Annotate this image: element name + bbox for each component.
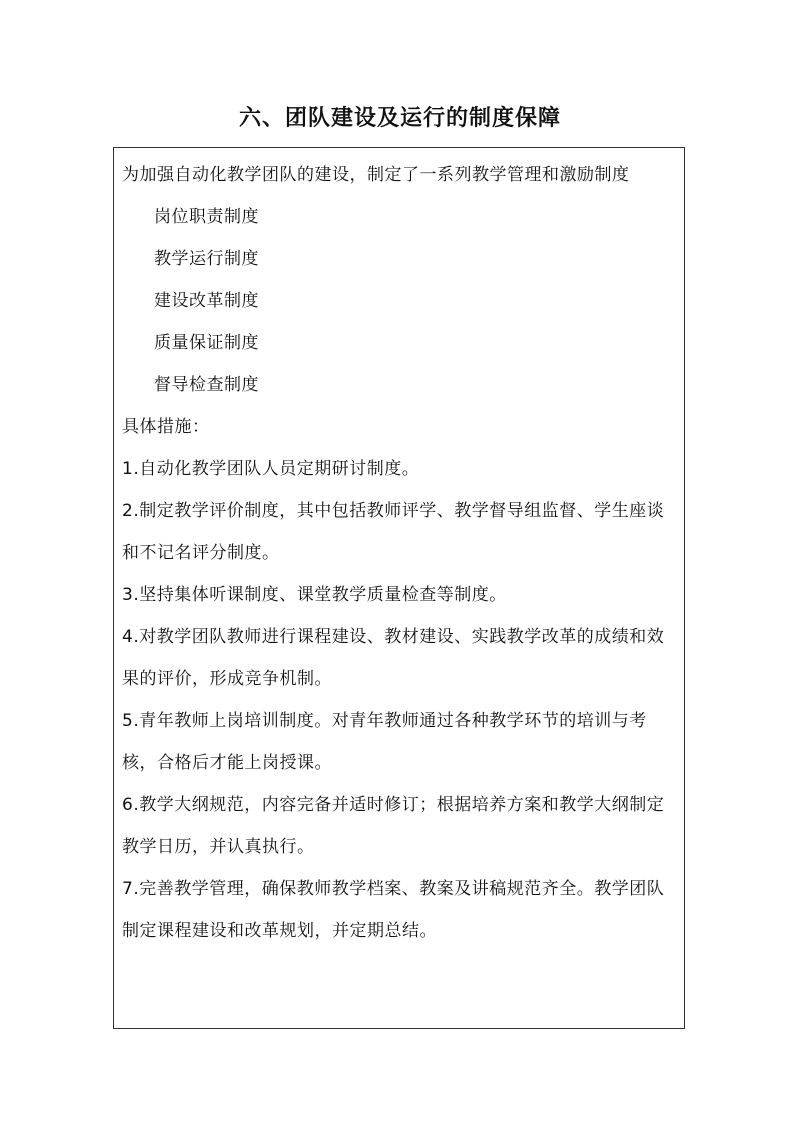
intro-text: 为加强自动化教学团队的建设，制定了一系列教学管理和激励制度	[122, 165, 630, 185]
measure-item: 5.青年教师上岗培训制度。对青年教师通过各种教学环节的培训与考核，合格后才能上岗授课。	[122, 711, 647, 773]
system-item: 建设改革制度	[154, 291, 259, 311]
system-item: 督导检查制度	[154, 375, 259, 395]
system-item: 岗位职责制度	[154, 207, 259, 227]
measure-item: 2.制定教学评价制度，其中包括教师评学、教学督导组监督、学生座谈和不记名评分制度。	[122, 501, 665, 563]
system-item: 质量保证制度	[154, 333, 259, 353]
measure-item: 4.对教学团队教师进行课程建设、教材建设、实践教学改革的成绩和效果的评价，形成竞争机制。	[122, 627, 665, 689]
measure-item: 1.自动化教学团队人员定期研讨制度。	[122, 459, 420, 479]
measure-item: 6.教学大纲规范，内容完备并适时修订；根据培养方案和教学大纲制定教学日历，并认真执行。	[122, 795, 665, 857]
page-title: 六、团队建设及运行的制度保障	[238, 106, 561, 131]
measure-item: 7.完善教学管理，确保教师教学档案、教案及讲稿规范齐全。教学团队制定课程建设和改革规划，并定期总结。	[122, 879, 665, 941]
content-box	[113, 147, 685, 1029]
measures-heading: 具体措施：	[122, 417, 210, 437]
system-item: 教学运行制度	[154, 249, 259, 269]
measure-item: 3.坚持集体听课制度、课堂教学质量检查等制度。	[122, 585, 507, 605]
